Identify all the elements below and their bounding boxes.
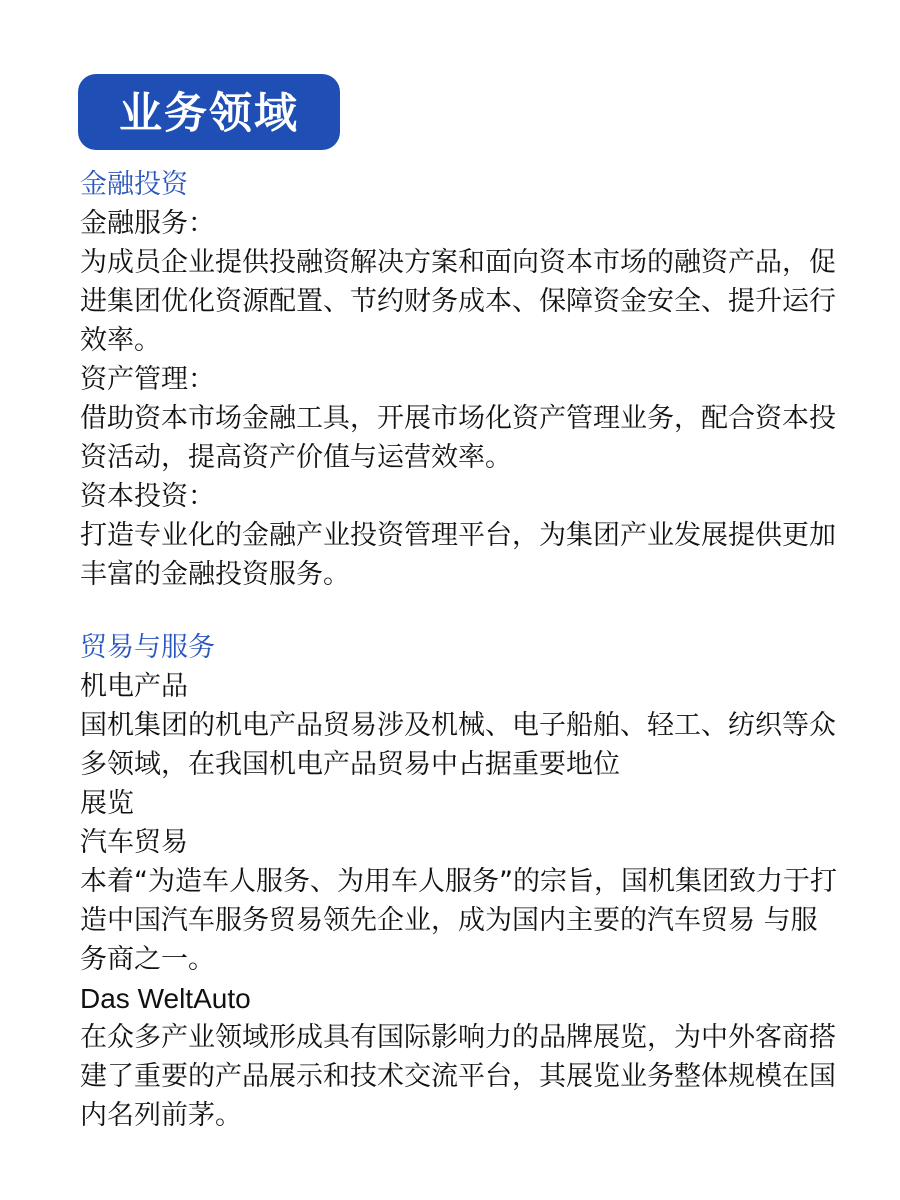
section-trade-services (80, 629, 840, 1135)
sub-heading-capital-investment: 资本投资： (80, 481, 215, 512)
page-title: 业务领域 (119, 89, 299, 139)
title-badge (78, 74, 340, 150)
sub-heading-asset-management: 资产管理： (80, 364, 215, 395)
paragraph-financial-services: 为成员企业提供投融资解决方案和面向资本市场的融资产品，促进集团优化资源配置、节约财务成本、保障资金安全、提升运行效率。 (80, 247, 836, 356)
content (80, 166, 840, 1135)
sub-heading-electromechanical: 机电产品 (80, 671, 188, 702)
sub-heading-financial-services: 金融服务： (80, 208, 215, 239)
paragraph-exhibition-brand: 在众多产业领域形成具有国际影响力的品牌展览，为中外客商搭建了重要的产品展示和技术交流平台，其展览业务整体规模在国内名列前茅。 (80, 1022, 836, 1131)
paragraph-auto-trade: 本着“为造车人服务、为用车人服务”的宗旨，国机集团致力于打造中国汽车服务贸易领先企业，成为国内主要的汽车贸易 与服务商之一。 (80, 866, 837, 975)
section-heading: 贸易与服务 (80, 632, 215, 663)
paragraph-asset-management: 借助资本市场金融工具，开展市场化资产管理业务，配合资本投资活动，提高资产价值与运营效率。 (80, 403, 836, 473)
paragraph-capital-investment: 打造专业化的金融产业投资管理平台，为集团产业发展提供更加丰富的金融投资服务。 (80, 520, 836, 590)
paragraph-electromechanical: 国机集团的机电产品贸易涉及机械、电子船舶、轻工、纺织等众多领域，在我国机电产品贸易中占据重要地位 (80, 710, 836, 780)
sub-heading-auto-trade: 汽车贸易 (80, 827, 188, 858)
section-heading: 金融投资 (80, 169, 188, 200)
section-finance-investment (80, 166, 840, 594)
sub-heading-das-weltauto: Das WeltAuto (80, 983, 251, 1014)
sub-heading-exhibition: 展览 (80, 788, 134, 819)
